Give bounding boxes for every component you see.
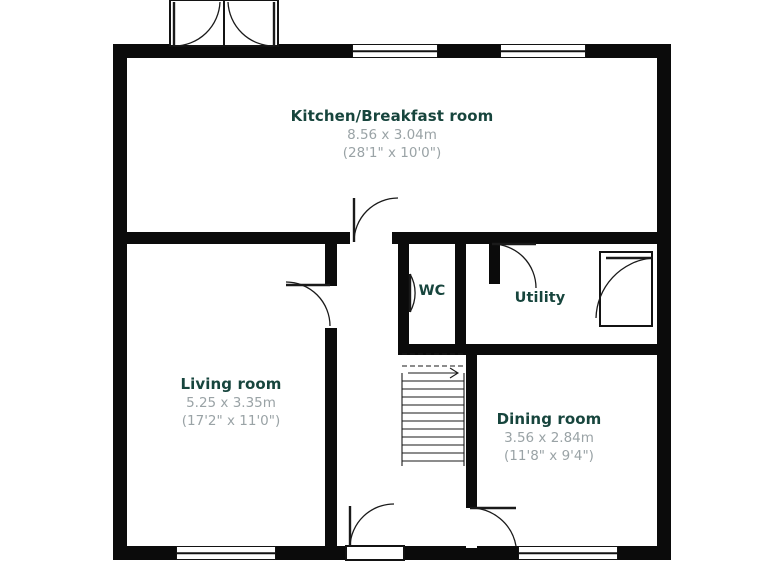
room-name: WC: [418, 283, 446, 299]
door-living-room: [282, 282, 334, 332]
room-dimension-imperial: (17'2" x 11'0"): [181, 413, 281, 430]
exterior-wall-left: [113, 44, 127, 560]
room-name: Utility: [514, 290, 566, 306]
room-label-kitchen-breakfast-room: [291, 106, 494, 163]
door-wc: [376, 268, 420, 316]
window-dining-bottom: [518, 546, 618, 560]
patio-door-kitchen: [168, 0, 280, 50]
front-door: [344, 512, 406, 568]
room-label-living-room: [181, 374, 282, 431]
door-dining-room: [466, 502, 522, 550]
room-dimension-metric: 3.56 x 2.84m: [504, 430, 594, 447]
room-label-utility: [515, 289, 566, 309]
room-name: Dining room: [496, 410, 602, 428]
interior-wall-kitchen-divider: [113, 232, 333, 244]
window-kitchen-top-right: [500, 44, 586, 58]
exterior-door-utility: [600, 252, 656, 330]
exterior-wall-right: [657, 44, 671, 560]
room-dimension-imperial: (11'8" x 9'4"): [504, 448, 594, 465]
room-dimension-metric: 5.25 x 3.35m: [186, 395, 276, 412]
room-label-wc: [419, 282, 446, 302]
room-dimension-metric: 8.56 x 3.04m: [347, 127, 437, 144]
staircase: [400, 348, 466, 468]
interior-wall-wc-right: [455, 244, 466, 344]
door-utility: [486, 240, 540, 294]
window-living-bottom: [176, 546, 276, 560]
room-label-dining-room: [497, 409, 602, 466]
door-kitchen-hall: [350, 196, 408, 246]
room-name: Living room: [180, 375, 282, 393]
room-dimension-imperial: (28'1" x 10'0"): [342, 145, 442, 162]
room-name: Kitchen/Breakfast room: [290, 107, 494, 125]
window-kitchen-top-left: [352, 44, 438, 58]
